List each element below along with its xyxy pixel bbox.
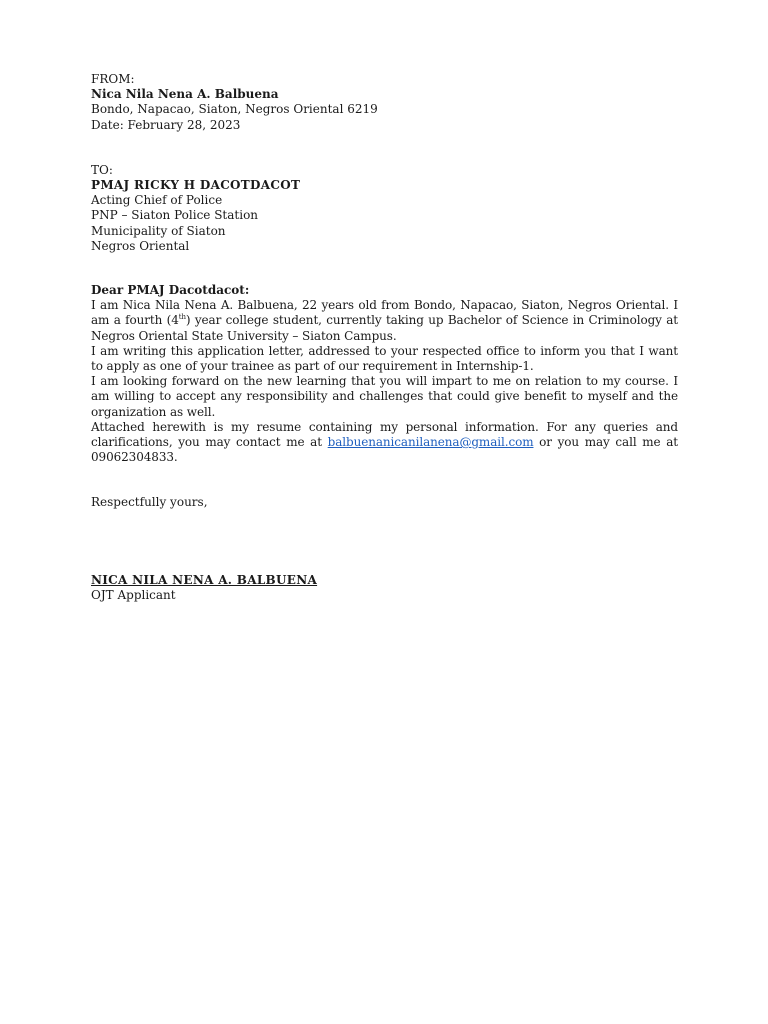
paragraph-contact-text-1: Attached herewith is my resume containing my personal information. For any queries and clarifications, you may contact me at [91, 419, 678, 450]
paragraph-introduction-text-1: I am Nica Nila Nena A. Balbuena, 22 years old from Bondo, Napacao, Siaton, Negros Oriental. I am a fourth (4 [91, 298, 678, 328]
letter-date: Date: February 28, 2023 [91, 117, 241, 132]
from-block [91, 72, 678, 133]
signature-block [91, 573, 678, 603]
ordinal-superscript: th [178, 313, 186, 322]
sender-name: Nica Nila Nena A. Balbuena [91, 87, 279, 102]
recipient-name: PMAJ RICKY H DACOTDACOT [91, 178, 301, 193]
paragraph-introduction-text-2: ) year college student, currently taking up Bachelor of Science in Criminology at Negros Oriental State University – Siaton Campus. [91, 313, 678, 343]
recipient-province: Negros Oriental [91, 238, 190, 253]
paragraph-contact-text-2: or you may call me at 09062304833. [91, 435, 679, 465]
email-link[interactable]: balbuenanicanilanena@gmail.com [327, 435, 534, 450]
salutation: Dear PMAJ Dacotdacot: [91, 283, 250, 298]
signature-name: NICA NILA NENA A. BALBUENA [91, 572, 318, 587]
sender-address: Bondo, Napacao, Siaton, Negros Oriental 6219 [91, 102, 378, 117]
closing-text: Respectfully yours, [91, 495, 208, 510]
paragraph-introduction [91, 298, 678, 344]
to-heading: TO: [91, 162, 113, 177]
recipient-title: Acting Chief of Police [91, 193, 223, 208]
closing-block [91, 495, 678, 510]
recipient-municipality: Municipality of Siaton [91, 223, 226, 238]
signature-title: OJT Applicant [91, 587, 176, 602]
letter-body [91, 283, 678, 465]
recipient-station: PNP – Siaton Police Station [91, 208, 259, 223]
from-heading: FROM: [91, 72, 135, 86]
letter-page [91, 72, 678, 603]
to-block [91, 163, 678, 254]
paragraph-commitment: I am looking forward on the new learning that you will impart to me on relation to my course. I am willing to accept any responsibility and challenges that could give benefit to myself and the organization as well. [91, 374, 678, 419]
paragraph-purpose: I am writing this application letter, addressed to your respected office to inform you that I want to apply as one of your trainee as part of our requirement in Internship-1. [91, 343, 678, 374]
paragraph-contact [91, 420, 678, 466]
